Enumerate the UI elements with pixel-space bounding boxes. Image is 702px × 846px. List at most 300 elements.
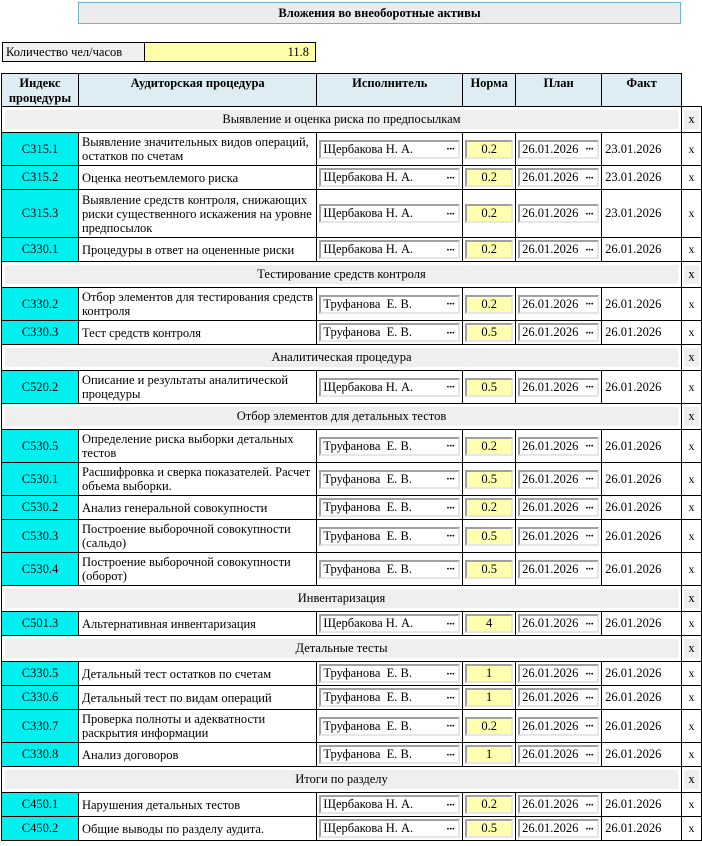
- executor-field[interactable]: [319, 140, 460, 159]
- row-remove-button[interactable]: x: [682, 238, 702, 262]
- plan-date-field[interactable]: [518, 560, 599, 579]
- plan-date-value: 26.01.2026: [522, 141, 579, 156]
- plan-date-field[interactable]: [518, 664, 599, 683]
- plan-date-picker-button[interactable]: ···: [585, 298, 594, 310]
- executor-value: Труфанова Е. В.: [323, 325, 412, 339]
- norm-input[interactable]: 0.5: [465, 323, 513, 342]
- row-remove-button[interactable]: x: [682, 190, 702, 238]
- fact-date: 26.01.2026: [602, 817, 682, 841]
- plan-date-picker-button[interactable]: ···: [585, 667, 594, 680]
- procedure-name: Общие выводы по разделу аудита.: [78, 817, 316, 841]
- plan-date-field[interactable]: [518, 168, 599, 187]
- procedure-index[interactable]: С330.6: [2, 686, 79, 710]
- table-row: [2, 371, 702, 404]
- norm-input[interactable]: 1: [465, 688, 513, 707]
- plan-date-picker-button[interactable]: ···: [585, 326, 594, 339]
- procedure-index[interactable]: С315.2: [2, 166, 79, 190]
- section-remove-cell: [682, 262, 702, 288]
- row-remove-button[interactable]: x: [682, 520, 702, 553]
- row-remove-button[interactable]: x: [682, 496, 702, 520]
- table-row: [2, 553, 702, 586]
- plan-date-value: 26.01.2026: [522, 690, 579, 704]
- executor-cell: [317, 430, 463, 463]
- plan-date-picker-button[interactable]: ···: [585, 143, 594, 155]
- section-remove-cell: [682, 107, 702, 133]
- plan-date-field[interactable]: [518, 140, 599, 159]
- norm-cell: [463, 710, 516, 743]
- executor-cell: [317, 553, 463, 586]
- fact-date: 26.01.2026: [602, 686, 682, 710]
- executor-select-button[interactable]: ···: [446, 298, 455, 310]
- procedure-index[interactable]: С501.3: [2, 612, 79, 636]
- norm-input[interactable]: 0.5: [465, 378, 513, 397]
- executor-select-button[interactable]: ···: [446, 530, 455, 542]
- procedure-index[interactable]: С315.3: [2, 190, 79, 238]
- executor-cell: [317, 288, 463, 321]
- plan-date-field[interactable]: [518, 470, 599, 489]
- procedure-name: Детальный тест остатков по счетам: [78, 662, 316, 686]
- plan-cell: [516, 166, 602, 190]
- plan-date-picker-button[interactable]: ···: [585, 501, 594, 514]
- section-remove-cell: [682, 767, 702, 793]
- executor-select-button[interactable]: ···: [446, 748, 455, 761]
- plan-date-value: 26.01.2026: [522, 718, 579, 733]
- norm-input[interactable]: 0.2: [465, 140, 513, 159]
- fact-date: 26.01.2026: [602, 371, 682, 404]
- section-title-cell: [2, 404, 682, 430]
- plan-cell: [516, 321, 602, 345]
- executor-select-button[interactable]: ···: [446, 143, 455, 155]
- plan-date-field[interactable]: [518, 819, 599, 838]
- plan-date-field[interactable]: [518, 240, 599, 259]
- executor-select-button[interactable]: ···: [446, 171, 455, 184]
- executor-select-button[interactable]: ···: [446, 207, 455, 220]
- executor-cell: [317, 612, 463, 636]
- executor-cell: [317, 710, 463, 743]
- procedure-index[interactable]: С330.2: [2, 288, 79, 321]
- procedure-index[interactable]: С530.4: [2, 553, 79, 586]
- plan-cell: [516, 520, 602, 553]
- norm-input[interactable]: 0.5: [465, 819, 513, 838]
- row-remove-button[interactable]: x: [682, 288, 702, 321]
- procedure-name: Выявление значительных видов операций, остатков по счетам: [78, 133, 316, 166]
- procedures-table: [1, 73, 702, 841]
- plan-date-field[interactable]: [518, 527, 599, 546]
- section-remove-button[interactable]: x: [684, 348, 699, 367]
- executor-select-button[interactable]: ···: [446, 243, 455, 256]
- executor-value: Щербакова Н. А.: [323, 821, 414, 835]
- fact-date: 26.01.2026: [602, 662, 682, 686]
- plan-date-picker-button[interactable]: ···: [585, 822, 594, 835]
- norm-input[interactable]: 0.2: [465, 498, 513, 517]
- plan-cell: [516, 463, 602, 496]
- section-remove-button[interactable]: x: [684, 265, 699, 284]
- row-remove-button[interactable]: x: [682, 743, 702, 767]
- executor-select-button[interactable]: ···: [446, 563, 455, 575]
- norm-cell: [463, 817, 516, 841]
- plan-date-value: 26.01.2026: [522, 206, 579, 220]
- norm-cell: [463, 238, 516, 262]
- norm-input[interactable]: 0.2: [465, 240, 513, 259]
- executor-field[interactable]: [319, 295, 460, 314]
- executor-field[interactable]: [319, 204, 460, 223]
- table-row: [2, 496, 702, 520]
- norm-input[interactable]: 1: [465, 664, 513, 683]
- section-remove-cell: [682, 345, 702, 371]
- fact-date: 23.01.2026: [602, 190, 682, 238]
- section-title-cell: [2, 586, 682, 612]
- section-title-cell: [2, 636, 682, 662]
- procedure-name: Процедуры в ответ на оцененные риски: [78, 238, 316, 262]
- row-remove-button[interactable]: x: [682, 463, 702, 496]
- section-row: [2, 262, 702, 288]
- norm-input[interactable]: 0.2: [465, 204, 513, 223]
- row-remove-button[interactable]: x: [682, 686, 702, 710]
- procedure-name: Детальный тест по видам операций: [78, 686, 316, 710]
- section-title: Детальные тесты: [5, 639, 678, 658]
- fact-date: 26.01.2026: [602, 520, 682, 553]
- executor-select-button[interactable]: ···: [446, 798, 455, 811]
- row-remove-button[interactable]: x: [682, 321, 702, 345]
- row-remove-button[interactable]: x: [682, 553, 702, 586]
- norm-input[interactable]: 0.2: [465, 295, 513, 314]
- norm-cell: [463, 686, 516, 710]
- executor-cell: [317, 686, 463, 710]
- norm-input[interactable]: 0.5: [465, 560, 513, 579]
- executor-value: Труфанова Е. В.: [323, 528, 412, 543]
- column-header-executor: Исполнитель: [317, 74, 463, 107]
- executor-cell: [317, 793, 463, 817]
- fact-date: 26.01.2026: [602, 463, 682, 496]
- plan-date-field[interactable]: [518, 688, 599, 707]
- executor-field[interactable]: [319, 795, 460, 814]
- plan-cell: [516, 238, 602, 262]
- table-row: [2, 520, 702, 553]
- fact-date: 23.01.2026: [602, 166, 682, 190]
- executor-value: Щербакова Н. А.: [323, 170, 414, 184]
- plan-cell: [516, 793, 602, 817]
- row-remove-button[interactable]: x: [682, 166, 702, 190]
- table-row: [2, 463, 702, 496]
- norm-input[interactable]: 0.2: [465, 168, 513, 187]
- procedure-index[interactable]: С530.3: [2, 520, 79, 553]
- table-row: [2, 190, 702, 238]
- plan-date-value: 26.01.2026: [522, 747, 579, 761]
- fact-date: 26.01.2026: [602, 743, 682, 767]
- table-row: [2, 238, 702, 262]
- executor-cell: [317, 166, 463, 190]
- executor-field[interactable]: [319, 240, 460, 259]
- executor-value: Труфанова Е. В.: [323, 471, 412, 486]
- executor-cell: [317, 817, 463, 841]
- procedure-index[interactable]: С450.2: [2, 817, 79, 841]
- executor-cell: [317, 520, 463, 553]
- plan-date-field[interactable]: [518, 437, 599, 456]
- plan-cell: [516, 662, 602, 686]
- plan-cell: [516, 612, 602, 636]
- plan-date-field[interactable]: [518, 795, 599, 814]
- executor-value: Труфанова Е. В.: [323, 718, 412, 733]
- plan-date-picker-button[interactable]: ···: [585, 440, 594, 452]
- fact-date: 26.01.2026: [602, 430, 682, 463]
- executor-field[interactable]: [319, 819, 460, 838]
- table-row: [2, 743, 702, 767]
- plan-cell: [516, 817, 602, 841]
- plan-date-field[interactable]: [518, 498, 599, 517]
- norm-cell: [463, 288, 516, 321]
- executor-value: Труфанова Е. В.: [323, 690, 412, 704]
- norm-cell: [463, 371, 516, 404]
- plan-cell: [516, 133, 602, 166]
- executor-select-button[interactable]: ···: [446, 381, 455, 393]
- procedure-name: Отбор элементов для тестирования средств контроля: [78, 288, 316, 321]
- executor-value: Труфанова Е. В.: [323, 500, 412, 514]
- plan-date-picker-button[interactable]: ···: [585, 563, 594, 575]
- plan-date-value: 26.01.2026: [522, 242, 579, 256]
- section-row: [2, 767, 702, 793]
- executor-field[interactable]: [319, 745, 460, 764]
- section-title-cell: [2, 262, 682, 288]
- executor-field[interactable]: [319, 470, 460, 489]
- plan-date-picker-button[interactable]: ···: [585, 381, 594, 393]
- executor-field[interactable]: [319, 168, 460, 187]
- procedure-index[interactable]: С450.1: [2, 793, 79, 817]
- fact-date: 23.01.2026: [602, 133, 682, 166]
- column-header-fact: Факт: [602, 74, 682, 107]
- section-remove-cell: [682, 404, 702, 430]
- column-header-blank: [682, 74, 702, 107]
- plan-date-picker-button[interactable]: ···: [585, 798, 594, 811]
- executor-field[interactable]: [319, 614, 460, 633]
- table-row: [2, 817, 702, 841]
- plan-cell: [516, 371, 602, 404]
- section-row: [2, 345, 702, 371]
- section-remove-button[interactable]: x: [684, 407, 699, 426]
- column-header-plan: План: [516, 74, 602, 107]
- executor-cell: [317, 133, 463, 166]
- plan-date-picker-button[interactable]: ···: [585, 473, 594, 485]
- norm-input[interactable]: 0.5: [465, 470, 513, 489]
- plan-date-value: 26.01.2026: [522, 821, 579, 835]
- section-title: Аналитическая процедура: [5, 348, 678, 367]
- table-header: [2, 74, 702, 107]
- plan-date-field[interactable]: [518, 204, 599, 223]
- norm-cell: [463, 463, 516, 496]
- table-row: [2, 793, 702, 817]
- executor-select-button[interactable]: ···: [446, 326, 455, 339]
- plan-date-value: 26.01.2026: [522, 471, 579, 486]
- plan-cell: [516, 686, 602, 710]
- procedure-name: Тест средств контроля: [78, 321, 316, 345]
- plan-cell: [516, 288, 602, 321]
- procedure-index[interactable]: С315.1: [2, 133, 79, 166]
- table-row: [2, 133, 702, 166]
- plan-date-field[interactable]: [518, 295, 599, 314]
- plan-date-picker-button[interactable]: ···: [585, 171, 594, 184]
- norm-cell: [463, 166, 516, 190]
- section-row: [2, 107, 702, 133]
- procedure-index[interactable]: С530.1: [2, 463, 79, 496]
- plan-date-field[interactable]: [518, 323, 599, 342]
- executor-value: Труфанова Е. В.: [323, 666, 412, 680]
- executor-select-button[interactable]: ···: [446, 473, 455, 485]
- section-title: Отбор элементов для детальных тестов: [5, 407, 678, 426]
- procedure-index[interactable]: С330.1: [2, 238, 79, 262]
- plan-date-value: 26.01.2026: [522, 797, 579, 811]
- norm-cell: [463, 793, 516, 817]
- executor-cell: [317, 238, 463, 262]
- section-title: Итоги по разделу: [5, 770, 678, 789]
- executor-value: Щербакова Н. А.: [323, 206, 414, 220]
- hours-quantity: [2, 42, 316, 62]
- norm-cell: [463, 520, 516, 553]
- procedure-index[interactable]: С520.2: [2, 371, 79, 404]
- executor-field[interactable]: [319, 527, 460, 546]
- section-remove-button[interactable]: x: [684, 639, 699, 658]
- plan-date-field[interactable]: [518, 745, 599, 764]
- norm-cell: [463, 662, 516, 686]
- executor-field[interactable]: [319, 664, 460, 683]
- plan-date-field[interactable]: [518, 614, 599, 633]
- executor-select-button[interactable]: ···: [446, 440, 455, 452]
- executor-field[interactable]: [319, 378, 460, 397]
- section-remove-button[interactable]: x: [684, 110, 699, 129]
- row-remove-button[interactable]: x: [682, 793, 702, 817]
- plan-date-picker-button[interactable]: ···: [585, 530, 594, 542]
- procedure-index[interactable]: С330.3: [2, 321, 79, 345]
- plan-cell: [516, 710, 602, 743]
- executor-value: Щербакова Н. А.: [323, 242, 414, 256]
- norm-input[interactable]: 0.2: [465, 717, 513, 736]
- executor-select-button[interactable]: ···: [446, 501, 455, 514]
- executor-select-button[interactable]: ···: [446, 691, 455, 704]
- procedure-index[interactable]: С530.5: [2, 430, 79, 463]
- norm-cell: [463, 553, 516, 586]
- norm-input[interactable]: 1: [465, 745, 513, 764]
- section-title: Инвентаризация: [5, 589, 678, 608]
- norm-cell: [463, 133, 516, 166]
- column-header-index: Индекс процедуры: [2, 74, 79, 107]
- norm-cell: [463, 743, 516, 767]
- plan-date-picker-button[interactable]: ···: [585, 748, 594, 761]
- procedure-name: Нарушения детальных тестов: [78, 793, 316, 817]
- fact-date: 26.01.2026: [602, 238, 682, 262]
- row-remove-button[interactable]: x: [682, 371, 702, 404]
- row-remove-button[interactable]: x: [682, 662, 702, 686]
- section-remove-button[interactable]: x: [684, 589, 699, 608]
- norm-cell: [463, 496, 516, 520]
- executor-select-button[interactable]: ···: [446, 720, 455, 732]
- plan-cell: [516, 190, 602, 238]
- plan-date-picker-button[interactable]: ···: [585, 617, 594, 630]
- plan-date-picker-button[interactable]: ···: [585, 243, 594, 256]
- table-row: [2, 430, 702, 463]
- executor-select-button[interactable]: ···: [446, 617, 455, 630]
- section-title-cell: [2, 107, 682, 133]
- executor-cell: [317, 190, 463, 238]
- plan-date-value: 26.01.2026: [522, 528, 579, 543]
- row-remove-button[interactable]: x: [682, 817, 702, 841]
- executor-field[interactable]: [319, 560, 460, 579]
- plan-date-value: 26.01.2026: [522, 438, 579, 453]
- plan-cell: [516, 430, 602, 463]
- procedure-name: Описание и результаты аналитической процедуры: [78, 371, 316, 404]
- procedure-name: Анализ генеральной совокупности: [78, 496, 316, 520]
- executor-select-button[interactable]: ···: [446, 822, 455, 835]
- norm-input[interactable]: 4: [465, 614, 513, 633]
- executor-field[interactable]: [319, 437, 460, 456]
- section-remove-cell: [682, 636, 702, 662]
- table-row: [2, 662, 702, 686]
- section-title-cell: [2, 345, 682, 371]
- norm-input[interactable]: 0.2: [465, 437, 513, 456]
- procedure-name: Построение выборочной совокупности (сальдо): [78, 520, 316, 553]
- plan-date-value: 26.01.2026: [522, 379, 579, 394]
- executor-select-button[interactable]: ···: [446, 667, 455, 680]
- executor-cell: [317, 463, 463, 496]
- executor-field[interactable]: [319, 498, 460, 517]
- norm-input[interactable]: 0.2: [465, 795, 513, 814]
- executor-value: Труфанова Е. В.: [323, 296, 412, 311]
- executor-field[interactable]: [319, 688, 460, 707]
- plan-date-picker-button[interactable]: ···: [585, 720, 594, 732]
- row-remove-button[interactable]: x: [682, 430, 702, 463]
- procedure-index[interactable]: С330.8: [2, 743, 79, 767]
- executor-value: Щербакова Н. А.: [323, 797, 414, 811]
- section-title-cell: [2, 767, 682, 793]
- hours-quantity-value: 11.8: [145, 43, 315, 61]
- executor-field[interactable]: [319, 323, 460, 342]
- procedure-name: Анализ договоров: [78, 743, 316, 767]
- section-row: [2, 404, 702, 430]
- row-remove-button[interactable]: x: [682, 612, 702, 636]
- fact-date: 26.01.2026: [602, 496, 682, 520]
- procedure-index[interactable]: С530.2: [2, 496, 79, 520]
- plan-date-field[interactable]: [518, 378, 599, 397]
- fact-date: 26.01.2026: [602, 321, 682, 345]
- executor-field[interactable]: [319, 717, 460, 736]
- plan-date-picker-button[interactable]: ···: [585, 691, 594, 704]
- executor-value: Труфанова Е. В.: [323, 561, 412, 576]
- plan-date-picker-button[interactable]: ···: [585, 207, 594, 220]
- fact-date: 26.01.2026: [602, 710, 682, 743]
- row-remove-button[interactable]: x: [682, 710, 702, 743]
- table-row: [2, 166, 702, 190]
- procedure-name: Расшифровка и сверка показателей. Расчет объема выборки.: [78, 463, 316, 496]
- procedure-name: Оценка неотъемлемого риска: [78, 166, 316, 190]
- section-row: [2, 636, 702, 662]
- executor-cell: [317, 371, 463, 404]
- executor-cell: [317, 743, 463, 767]
- section-remove-button[interactable]: x: [684, 770, 699, 789]
- plan-cell: [516, 553, 602, 586]
- section-remove-cell: [682, 586, 702, 612]
- executor-cell: [317, 321, 463, 345]
- plan-date-value: 26.01.2026: [522, 561, 579, 576]
- plan-date-field[interactable]: [518, 717, 599, 736]
- procedure-index[interactable]: С330.7: [2, 710, 79, 743]
- procedure-index[interactable]: С330.5: [2, 662, 79, 686]
- plan-date-value: 26.01.2026: [522, 296, 579, 311]
- fact-date: 26.01.2026: [602, 612, 682, 636]
- table-row: [2, 321, 702, 345]
- norm-cell: [463, 321, 516, 345]
- hours-quantity-label: Количество чел/часов: [3, 43, 145, 61]
- plan-cell: [516, 496, 602, 520]
- norm-input[interactable]: 0.5: [465, 527, 513, 546]
- plan-date-value: 26.01.2026: [522, 666, 579, 680]
- row-remove-button[interactable]: x: [682, 133, 702, 166]
